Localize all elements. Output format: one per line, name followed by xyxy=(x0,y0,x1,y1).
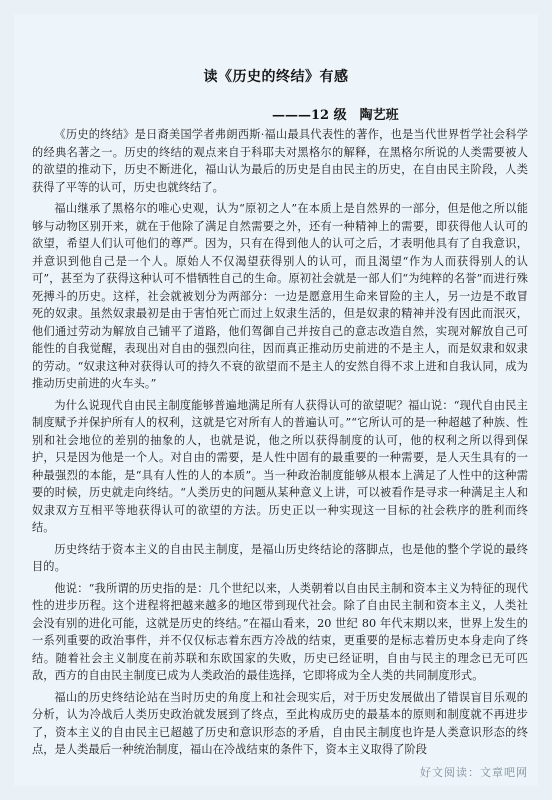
paragraph: 《历史的终结》是日裔美国学者弗朗西斯·福山最具代表性的著作，也是当代世界哲学社会科学的经典名著之一。历史的终结的观点来自于科耶夫对黑格尔的解释，在黑格尔所说的人类需要被人的欲望的推动下，历史不断进化，福山认为最后的历史是自由民主的历史，在自由民主阶段，人类获得了平等的认可，历史也就终结了。 xyxy=(32,128,528,194)
paragraph: 福山的历史终结论站在当时历史的角度上和社会现实后，对于历史发展做出了错误盲目乐观的分析，认为冷战后人类历史政治就发展到了终点，至此构成历史的最基本的原则和制度就不再进步了，资本主义的自由民主已超越了历史和意识形态的矛盾，自由民主制度也许是人类意识形态的终点，是人类最后一种统治制度，福山在冷战结束的条件下，资本主义取得了阶段 xyxy=(32,690,528,756)
paragraph: 福山继承了黑格尔的唯心史观，认为“原初之人”在本质上是自然界的一部分，但是他之所以能够与动物区别开来，就在于他除了满足自然需要之外，还有一种精神上的需要，即获得他人认可的欲望，希望人们认可他们的尊严。因为，只有在得到他人的认可之后，才表明他具有了自我意识，并意识到他自己是一个人。原始人不仅渴望获得别人的认可，而且渴望“作为人而获得别人的认可”，甚至为了获得这种认可不惜牺牲自己的生命。原初社会就是一部人们“为纯粹的名誉”而进行殊死搏斗的历史。这样，社会就被划分为两部分：一边是愿意用生命来冒险的主人，另一边是不敢冒死的奴隶。虽然奴隶最初是由于害怕死亡而过上奴隶生活的，但是奴隶的精神并没有因此而泯灭，他们通过劳动为解放自己铺平了道路，他们驾御自己并按自己的意志改造自然，实现对解放自己可能性的自我觉醒，表现出对自由的强烈向往，因而真正推动历史前进的不是主人，而是奴隶和奴隶的劳动。“奴隶这种对获得认可的持久不衰的欲望而不是主人的安然自得不求上进和自我认同，成为推动历史前进的火车头。” xyxy=(32,202,528,390)
paragraph: 历史终结于资本主义的自由民主制度，是福山历史终结论的落脚点，也是他的整个学说的最终目的。 xyxy=(32,542,528,573)
article-body xyxy=(32,126,528,763)
paragraph: 他说：“我所谓的历史指的是：几个世纪以来，人类朝着以自由民主制和资本主义为特征的现代性的进步历程。这个进程将把越来越多的地区带到现代社会。除了自由民主制和资本主义，人类社会没有别的进化可能，这就是历史的终结。”在福山看来，20 世纪 80 年代末期以来，世界上发生的一系列重要的政治事件，并不仅仅标志着东西方冷战的结束，更重要的是标志着历史本身走向了终结。随着社会主义制度在前苏联和东欧国家的失败，历史已经证明，自由与民主的理念已无可匹敌，西方的自由民主制度已成为人类政治的最佳选择，它即将成为全人类的共同制度形式。 xyxy=(32,581,528,682)
paragraph: 为什么说现代自由民主制度能够普遍地满足所有人获得认可的欲望呢？福山说：“现代自由民主制度赋予并保护所有人的权利，这就是它对所有人的普遍认可。”“它所认可的是一种超越了种族、性别和社会地位的差别的抽象的人，也就是说，他之所以获得制度的认可，他的权利之所以得到保护，只是因为他是一个人。对自由的需要，是人性中固有的最重要的一种需要，是人天生具有的一种最强烈的本能，是“具有人性的人的本质”。当一种政治制度能够从根本上满足了人性中的这种需要的时候，历史就走向终结。“人类历史的问题从某种意义上讲，可以被看作是寻求一种满足主人和奴隶双方互相平等地获得认可的欲望的方法。历史正以一种实现这一目标的社会秩序的胜利而终结。 xyxy=(32,398,528,534)
article-byline: ———12 级 陶艺班 xyxy=(272,108,399,123)
article-title: 读《历史的终结》有感 xyxy=(203,69,349,85)
site-watermark: 好文阅读：文章吧网 xyxy=(420,766,528,779)
document-page xyxy=(14,14,538,786)
